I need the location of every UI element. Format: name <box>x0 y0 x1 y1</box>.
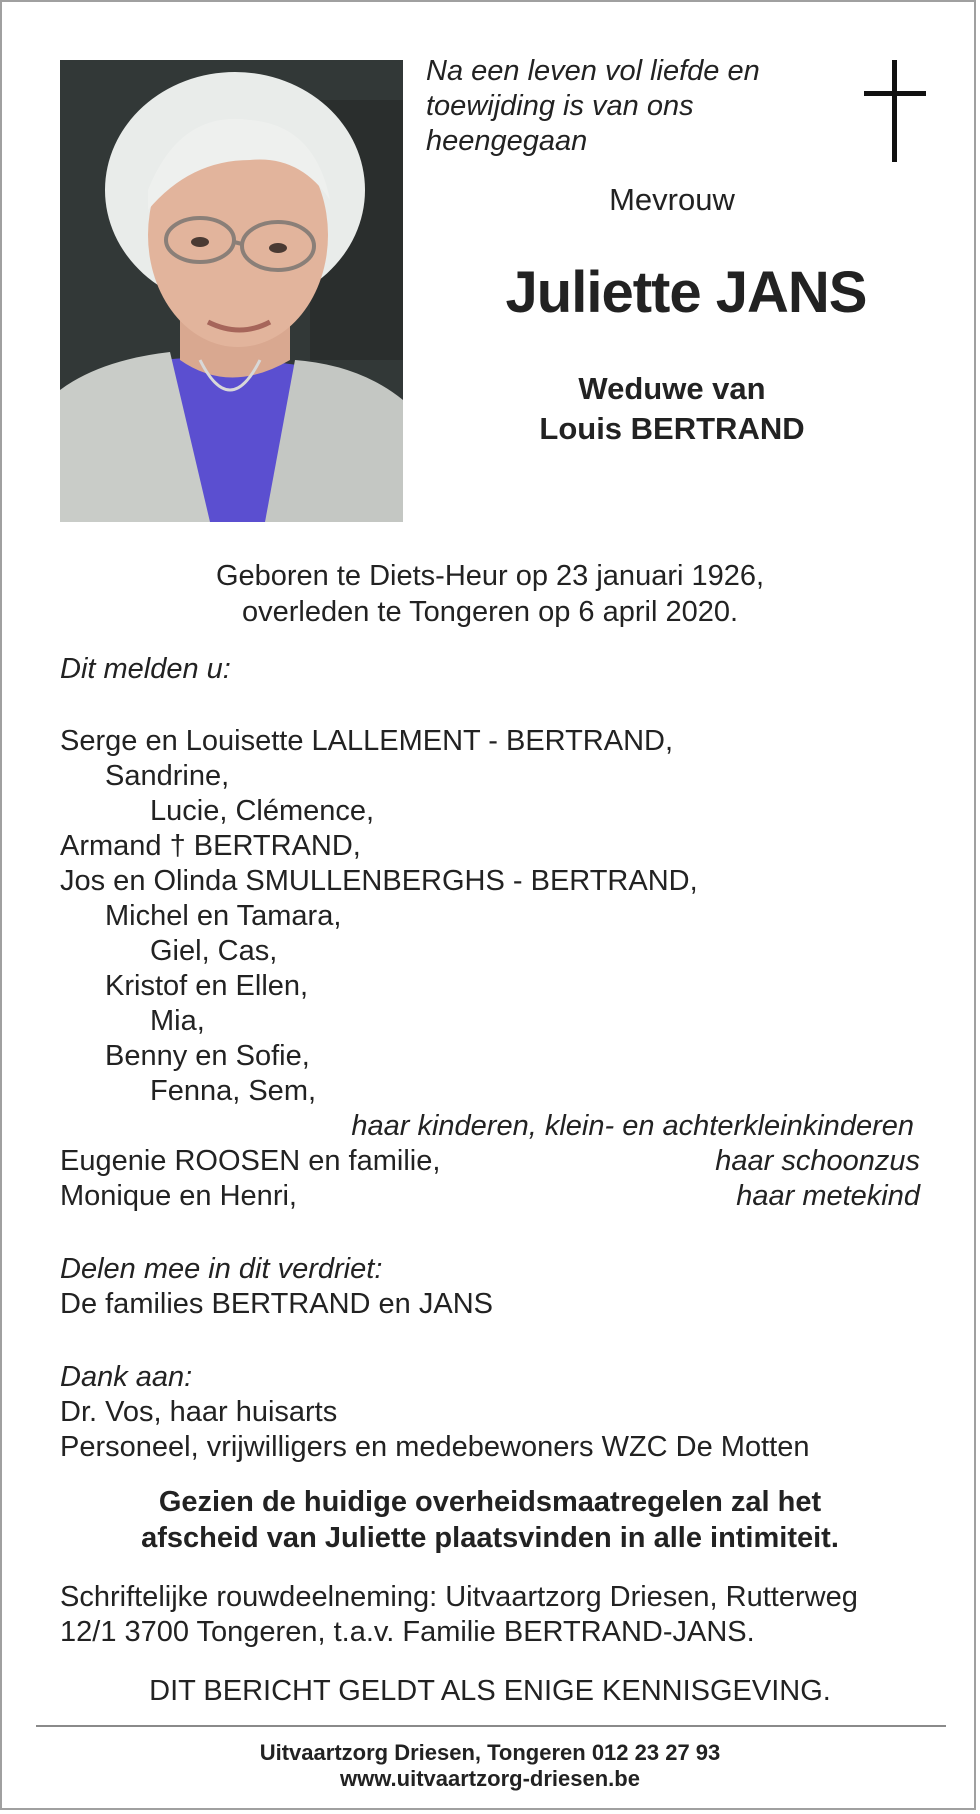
intro-line: Na een leven vol liefde en <box>426 55 760 87</box>
share-section <box>60 1252 920 1322</box>
written-condolence <box>60 1580 920 1650</box>
condolence-line: Schriftelijke rouwdeelneming: Uitvaartzorg Driesen, Rutterweg <box>60 1581 858 1613</box>
family-line: Mia, <box>150 1005 205 1037</box>
family-line: Benny en Sofie, <box>105 1040 310 1072</box>
condolence-line: 12/1 3700 Tongeren, t.a.v. Familie BERTRAND-JANS. <box>60 1616 755 1648</box>
announce-label: Dit melden u: <box>60 653 231 685</box>
relation-children: haar kinderen, klein- en achterkleinkinderen <box>351 1110 914 1142</box>
birth-death-info <box>60 558 920 630</box>
family-line: Jos en Olinda SMULLENBERGHS - BERTRAND, <box>60 865 698 897</box>
deceased-name: Juliette JANS <box>505 260 867 325</box>
intro-line: heengegaan <box>426 125 588 157</box>
family-line: Sandrine, <box>105 760 230 792</box>
funeral-home-contact: Uitvaartzorg Driesen, Tongeren 012 23 27 93 <box>259 1740 721 1765</box>
share-label: Delen mee in dit verdriet: <box>60 1253 383 1285</box>
other-relative-relation: haar metekind <box>736 1180 920 1212</box>
family-line: Giel, Cas, <box>150 935 278 967</box>
other-relative <box>60 1144 920 1179</box>
family-line: Fenna, Sem, <box>150 1075 317 1107</box>
other-relative-relation: haar schoonzus <box>715 1145 920 1177</box>
share-text: De families BERTRAND en JANS <box>60 1288 493 1320</box>
other-relative-name: Eugenie ROOSEN en familie, <box>60 1145 441 1177</box>
widow-label: Weduwe van <box>578 371 766 406</box>
family-line: Lucie, Clémence, <box>150 795 375 827</box>
widow-of <box>426 369 918 449</box>
funeral-home-footer <box>60 1740 920 1792</box>
notice-line: Gezien de huidige overheidsmaatregelen zal het <box>158 1486 822 1518</box>
spouse-name: Louis BERTRAND <box>539 411 805 446</box>
portrait-photo <box>60 60 403 522</box>
family-line: Armand † BERTRAND, <box>60 830 361 862</box>
intimacy-notice <box>60 1484 920 1556</box>
birth-line: Geboren te Diets-Heur op 23 januari 1926, <box>215 560 765 592</box>
family-line: Serge en Louisette LALLEMENT - BERTRAND, <box>60 725 674 757</box>
thanks-line: Personeel, vrijwilligers en medebewoners WZC De Motten <box>60 1431 810 1463</box>
other-relative <box>60 1179 920 1214</box>
death-line: overleden te Tongeren op 6 april 2020. <box>241 596 739 628</box>
salutation: Mevrouw <box>609 182 735 217</box>
intro-line: toewijding is van ons <box>426 90 694 122</box>
family-line: Michel en Tamara, <box>105 900 342 932</box>
family-line: Kristof en Ellen, <box>105 970 309 1002</box>
only-notice: DIT BERICHT GELDT ALS ENIGE KENNISGEVING. <box>149 1675 831 1707</box>
latin-cross-icon <box>864 60 926 162</box>
other-relative-name: Monique en Henri, <box>60 1180 297 1212</box>
thanks-label: Dank aan: <box>60 1361 193 1393</box>
funeral-home-website[interactable]: www.uitvaartzorg-driesen.be <box>340 1766 640 1791</box>
notice-line: afscheid van Juliette plaatsvinden in alle intimiteit. <box>141 1522 839 1554</box>
thanks-section <box>60 1360 920 1465</box>
intro-text <box>426 54 786 159</box>
family-list <box>60 724 920 1214</box>
thanks-line: Dr. Vos, haar huisarts <box>60 1396 338 1428</box>
divider <box>36 1725 946 1727</box>
